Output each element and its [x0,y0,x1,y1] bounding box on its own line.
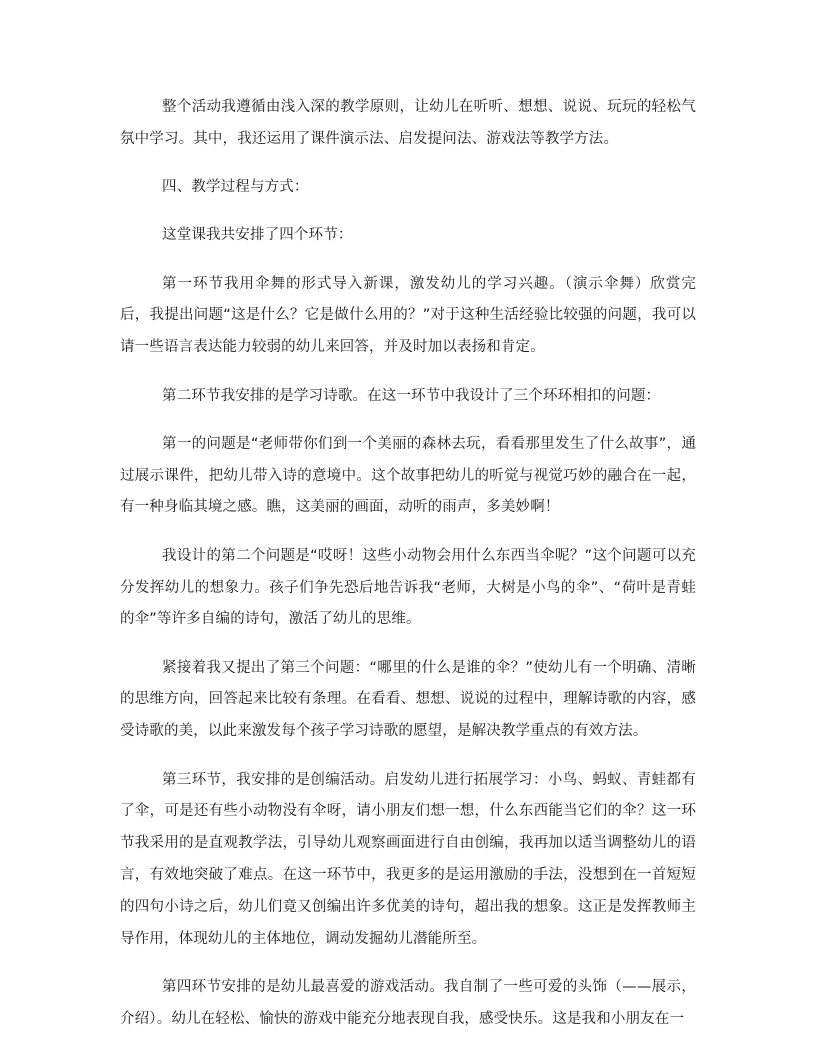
paragraph-stage-one: 第一环节我用伞舞的形式导入新课，激发幼儿的学习兴趣。（演示伞舞）欣赏完后，我提出问题“这是什么？它是做什么用的？”对于这种生活经验比较强的问题，我可以请一些语言表达能力较弱的幼儿来回答，并及时加以表扬和肯定。 [120,275,696,356]
paragraph-teaching-principle: 整个活动我遵循由浅入深的教学原则，让幼儿在听听、想想、说说、玩玩的轻松气氛中学习。其中，我还运用了课件演示法、启发提问法、游戏法等教学方法。 [120,99,696,147]
paragraph-spacer [120,412,696,429]
paragraph-second-question: 我设计的第二个问题是“哎呀！这些小动物会用什么东西当伞呢？”这个问题可以充分发挥幼儿的想象力。孩子们争先恐后地告诉我“老师，大树是小鸟的伞”、“荷叶是青蛙的伞”等许多自编的诗句，激活了幼儿的思维。 [120,547,696,628]
paragraph-first-question: 第一的问题是“老师带你们到一个美丽的森林去玩，看看那里发生了什么故事”，通过展示课件，把幼儿带入诗的意境中。这个故事把幼儿的听觉与视觉巧妙的融合在一起，有一种身临其境之感。瞧，这美丽的画面，动听的雨声，多美妙啊！ [120,435,696,516]
paragraph-spacer [120,748,696,765]
paragraph-spacer [120,955,696,972]
paragraph-stage-two: 第二环节我安排的是学习诗歌。在这一环节中我设计了三个环环相扣的问题： [162,387,661,404]
document-body [120,92,696,1035]
paragraph-third-question: 紧接着我又提出了第三个问题：“哪里的什么是谁的伞？”使幼儿有一个明确、清晰的思维方向，回答起来比较有条理。在看看、想想、说说的过程中，理解诗歌的内容，感受诗歌的美，以此来激发每个孩子学习诗歌的愿望，是解决教学重点的有效方法。 [120,659,696,740]
paragraph-spacer [120,204,696,221]
paragraph-spacer [120,636,696,653]
section-heading-teaching-process: 四、教学过程与方式： [162,179,309,196]
paragraph-spacer [120,364,696,381]
paragraph-spacer [120,252,696,269]
paragraph-stage-four: 第四环节安排的是幼儿最喜爱的游戏活动。我自制了一些可爱的头饰（——展示，介绍）。幼儿在轻松、愉快的游戏中能充分地表现自我，感受快乐。这是我和小朋友在一 [120,978,696,1027]
paragraph-spacer [120,156,696,173]
paragraph-stage-three: 第三环节，我安排的是创编活动。启发幼儿进行拓展学习：小鸟、蚂蚁、青蛙都有了伞，可是还有些小动物没有伞呀，请小朋友们想一想，什么东西能当它们的伞？这一环节我采用的是直观教学法，引导幼儿观察画面进行自由创编，我再加以适当调整幼儿的语言，有效地突破了难点。在这一环节中，我更多的是运用激励的手法，没想到在一首短短的四句小诗之后，幼儿们竟又创编出许多优美的诗句，超出我的想象。这正是发挥教师主导作用，体现幼儿的主体地位，调动发掘幼儿潜能所至。 [120,771,696,947]
paragraph-four-stages: 这堂课我共安排了四个环节： [162,227,353,244]
paragraph-spacer [120,524,696,541]
